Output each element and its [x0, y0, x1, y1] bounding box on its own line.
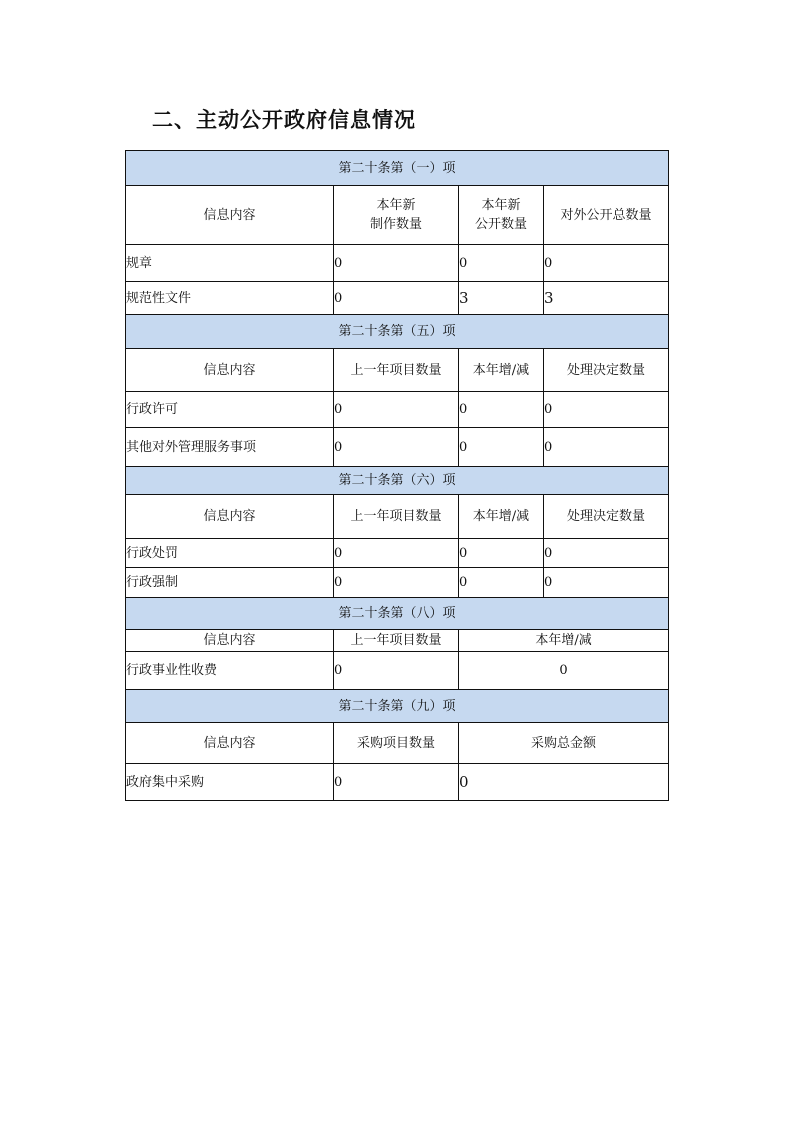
row-value: 0 [334, 245, 459, 282]
row-value: 0 [334, 568, 459, 598]
row-value: 0 [544, 245, 669, 282]
row-value: 0 [334, 282, 459, 315]
header-decision-count: 处理决定数量 [544, 495, 669, 539]
header-info-content: 信息内容 [126, 495, 334, 539]
row-value: 0 [334, 428, 459, 467]
table-row [126, 764, 669, 801]
table-row [126, 428, 669, 467]
row-value: 0 [544, 568, 669, 598]
row-value: 3 [544, 282, 669, 315]
header-prev-year-count: 上一年项目数量 [334, 495, 459, 539]
header-info-content: 信息内容 [126, 186, 334, 245]
header-purchase-total-amount: 采购总金额 [459, 723, 669, 764]
section-header-row [126, 151, 669, 186]
table-row [126, 282, 669, 315]
row-value: 0 [459, 245, 544, 282]
header-line: 本年新 [481, 198, 521, 213]
header-info-content: 信息内容 [126, 349, 334, 392]
page-heading: 二、主动公开政府信息情况 [152, 108, 416, 132]
header-new-published-count [459, 186, 544, 245]
row-label: 规范性文件 [126, 282, 334, 315]
table-row [126, 568, 669, 598]
row-value: 0 [334, 392, 459, 428]
header-decision-count: 处理决定数量 [544, 349, 669, 392]
section-title: 第二十条第（五）项 [126, 315, 669, 349]
row-label: 其他对外管理服务事项 [126, 428, 334, 467]
row-label: 行政许可 [126, 392, 334, 428]
header-line: 本年新 [376, 198, 416, 213]
row-value: 0 [334, 652, 459, 690]
section-header-row [126, 467, 669, 495]
table-row [126, 652, 669, 690]
header-info-content: 信息内容 [126, 723, 334, 764]
column-header-row [126, 349, 669, 392]
column-header-row [126, 186, 669, 245]
row-label: 行政强制 [126, 568, 334, 598]
section-title: 第二十条第（八）项 [126, 598, 669, 630]
header-year-change: 本年增/减 [459, 495, 544, 539]
header-line: 公开数量 [474, 217, 527, 232]
section-header-row [126, 598, 669, 630]
column-header-row [126, 495, 669, 539]
row-value: 0 [459, 652, 669, 690]
row-label: 规章 [126, 245, 334, 282]
disclosure-table [125, 150, 669, 801]
section-title: 第二十条第（六）项 [126, 467, 669, 495]
row-value: 0 [544, 428, 669, 467]
row-label: 政府集中采购 [126, 764, 334, 801]
table-row [126, 392, 669, 428]
table-row [126, 245, 669, 282]
row-value: 0 [459, 428, 544, 467]
row-label: 行政事业性收费 [126, 652, 334, 690]
section-title: 第二十条第（九）项 [126, 690, 669, 723]
row-value: 0 [544, 392, 669, 428]
header-year-change: 本年增/减 [459, 349, 544, 392]
header-new-made-count [334, 186, 459, 245]
row-value: 0 [459, 568, 544, 598]
row-value: 0 [459, 764, 669, 801]
row-value: 0 [334, 539, 459, 568]
row-value: 3 [459, 282, 544, 315]
header-info-content: 信息内容 [126, 630, 334, 652]
header-year-change: 本年增/减 [459, 630, 669, 652]
section-header-row [126, 315, 669, 349]
row-value: 0 [334, 764, 459, 801]
section-title: 第二十条第（一）项 [126, 151, 669, 186]
table-row [126, 539, 669, 568]
header-prev-year-count: 上一年项目数量 [334, 349, 459, 392]
column-header-row [126, 630, 669, 652]
header-total-published-count: 对外公开总数量 [544, 186, 669, 245]
row-value: 0 [544, 539, 669, 568]
section-header-row [126, 690, 669, 723]
row-value: 0 [459, 392, 544, 428]
column-header-row [126, 723, 669, 764]
header-purchase-item-count: 采购项目数量 [334, 723, 459, 764]
header-prev-year-count: 上一年项目数量 [334, 630, 459, 652]
header-line: 制作数量 [369, 217, 422, 232]
row-label: 行政处罚 [126, 539, 334, 568]
row-value: 0 [459, 539, 544, 568]
